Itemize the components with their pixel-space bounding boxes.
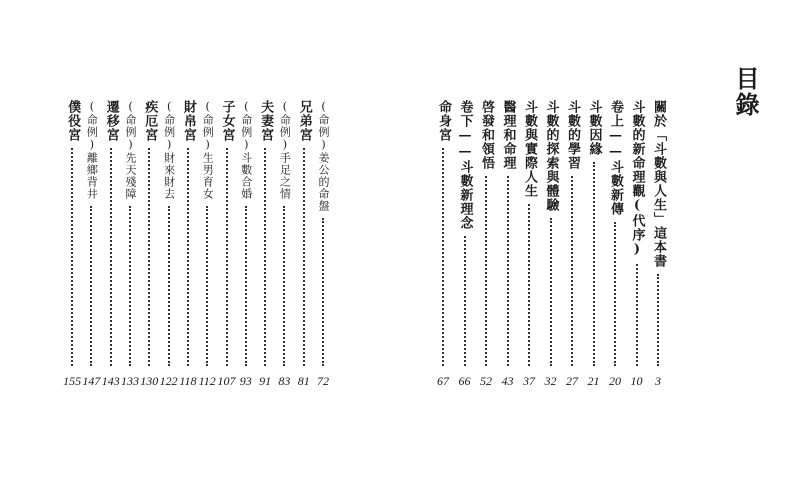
leader-dots: [283, 206, 285, 366]
toc-entry-title: 斗數的探索與體驗: [543, 100, 559, 212]
toc-entry: [477, 100, 495, 400]
toc-entry-title: (命例)財來財去: [162, 100, 176, 200]
toc-entry-title: 卷上——斗數新傳: [608, 100, 623, 216]
toc-heading: 目錄: [731, 66, 760, 118]
toc-entry-title: 兄弟宮: [296, 100, 312, 142]
toc-entry-title: 財帛宮: [180, 100, 196, 142]
toc-entry-page-number: 21: [587, 374, 600, 388]
toc-entry-page-number: 118: [179, 374, 197, 388]
toc-left-page: [0, 0, 396, 503]
toc-entry-title: (命例)姜公的命盤: [317, 100, 330, 212]
toc-entry-page-number: 52: [480, 374, 492, 388]
toc-entry-title: (命例)先天殘障: [124, 100, 137, 200]
leader-dots: [322, 218, 324, 366]
toc-entry-page-number: 112: [198, 374, 216, 388]
toc-entry-title: 醫理和命理: [500, 100, 516, 170]
leader-dots: [110, 148, 112, 366]
toc-entry: [499, 100, 517, 400]
leader-dots: [187, 148, 189, 366]
toc-entry-page-number: 107: [217, 374, 236, 388]
toc-entry: [520, 100, 538, 400]
toc-entry: [218, 100, 236, 400]
leader-dots: [464, 236, 466, 366]
toc-entry: [63, 100, 81, 400]
toc-entry-title: 啓發和領悟: [479, 100, 494, 170]
leader-dots: [507, 176, 509, 366]
toc-entry: [649, 100, 667, 400]
toc-entry-page-number: 93: [239, 374, 252, 388]
leader-dots: [571, 176, 573, 366]
toc-entry-page-number: 27: [566, 374, 578, 388]
toc-entry-page-number: 81: [297, 374, 310, 388]
toc-entry: [160, 100, 178, 400]
leader-dots: [657, 274, 659, 366]
leader-dots: [636, 264, 638, 366]
leader-dots: [226, 148, 228, 366]
leader-dots: [593, 162, 595, 366]
toc-entry-title: (命例)生男育女: [201, 100, 215, 200]
toc-entry-title: (命例)斗數合婚: [239, 100, 253, 200]
toc-entry: [456, 100, 474, 400]
toc-entry-page-number: 43: [501, 374, 514, 388]
toc-right-page: [397, 0, 793, 503]
toc-entry-page-number: 37: [523, 374, 535, 388]
toc-entry-page-number: 155: [63, 374, 82, 388]
toc-entry: [434, 100, 452, 400]
leader-dots: [550, 218, 552, 366]
toc-entry-title: 關於「斗數與人生」這本書: [651, 100, 666, 268]
toc-entry-page-number: 83: [278, 374, 291, 388]
toc-entry-page-number: 147: [82, 374, 101, 388]
leader-dots: [264, 148, 266, 366]
toc-entry-title: 斗數的新命理觀(代序): [629, 100, 645, 258]
toc-entry-page-number: 72: [317, 374, 329, 388]
toc-entry-page-number: 130: [140, 374, 159, 388]
toc-entry-title: 斗數與實際人生: [522, 100, 537, 198]
toc-entry-page-number: 32: [544, 374, 557, 388]
toc-entry: [314, 100, 332, 400]
leader-dots: [614, 222, 616, 366]
toc-entry: [102, 100, 120, 400]
toc-entry: [237, 100, 255, 400]
toc-entry-title: 卷下——斗數新理念: [457, 100, 473, 230]
toc-entry: [295, 100, 313, 400]
toc-entry-title: 斗數因緣: [586, 100, 602, 156]
leader-dots: [528, 204, 530, 366]
toc-entry-page-number: 67: [437, 374, 449, 388]
toc-entry-title: 斗數的學習: [565, 100, 580, 170]
leader-dots: [148, 148, 150, 366]
toc-entry-title: 命身宮: [436, 100, 451, 142]
toc-entry: [585, 100, 603, 400]
toc-entry-page-number: 133: [121, 374, 139, 388]
toc-entry: [563, 100, 581, 400]
toc-entry-title: 疾厄宮: [142, 100, 158, 142]
leader-dots: [245, 206, 247, 366]
toc-entry: [256, 100, 274, 400]
leader-dots: [206, 206, 208, 366]
toc-entry-page-number: 66: [458, 374, 471, 388]
toc-entry: [275, 100, 293, 400]
toc-entry-title: 子女宮: [219, 100, 235, 142]
leader-dots: [90, 206, 92, 366]
toc-entry: [542, 100, 560, 400]
toc-entry-title: 僕役宮: [65, 100, 81, 142]
leader-dots: [71, 148, 73, 366]
toc-entry-page-number: 122: [159, 374, 178, 388]
leader-dots: [442, 148, 444, 366]
leader-dots: [485, 176, 487, 366]
toc-entry: [198, 100, 216, 400]
toc-entry-title: 夫妻宮: [258, 100, 274, 142]
toc-entry: [140, 100, 158, 400]
toc-entry-page-number: 91: [259, 374, 272, 388]
leader-dots: [168, 206, 170, 366]
toc-entry: [179, 100, 197, 400]
toc-entry-page-number: 10: [630, 374, 643, 388]
toc-entry-title: (命例)手足之情: [278, 100, 292, 200]
toc-entry: [606, 100, 624, 400]
toc-entry-title: (命例)離鄉背井: [85, 100, 99, 200]
toc-entry-page-number: 143: [101, 374, 120, 388]
toc-entry: [121, 100, 139, 400]
toc-entry: [82, 100, 100, 400]
leader-dots: [303, 148, 305, 366]
toc-entry-page-number: 3: [655, 374, 661, 388]
toc-entry: [628, 100, 646, 400]
leader-dots: [129, 206, 131, 366]
toc-entry-title: 遷移宮: [103, 100, 119, 142]
toc-entry-page-number: 20: [609, 374, 621, 388]
